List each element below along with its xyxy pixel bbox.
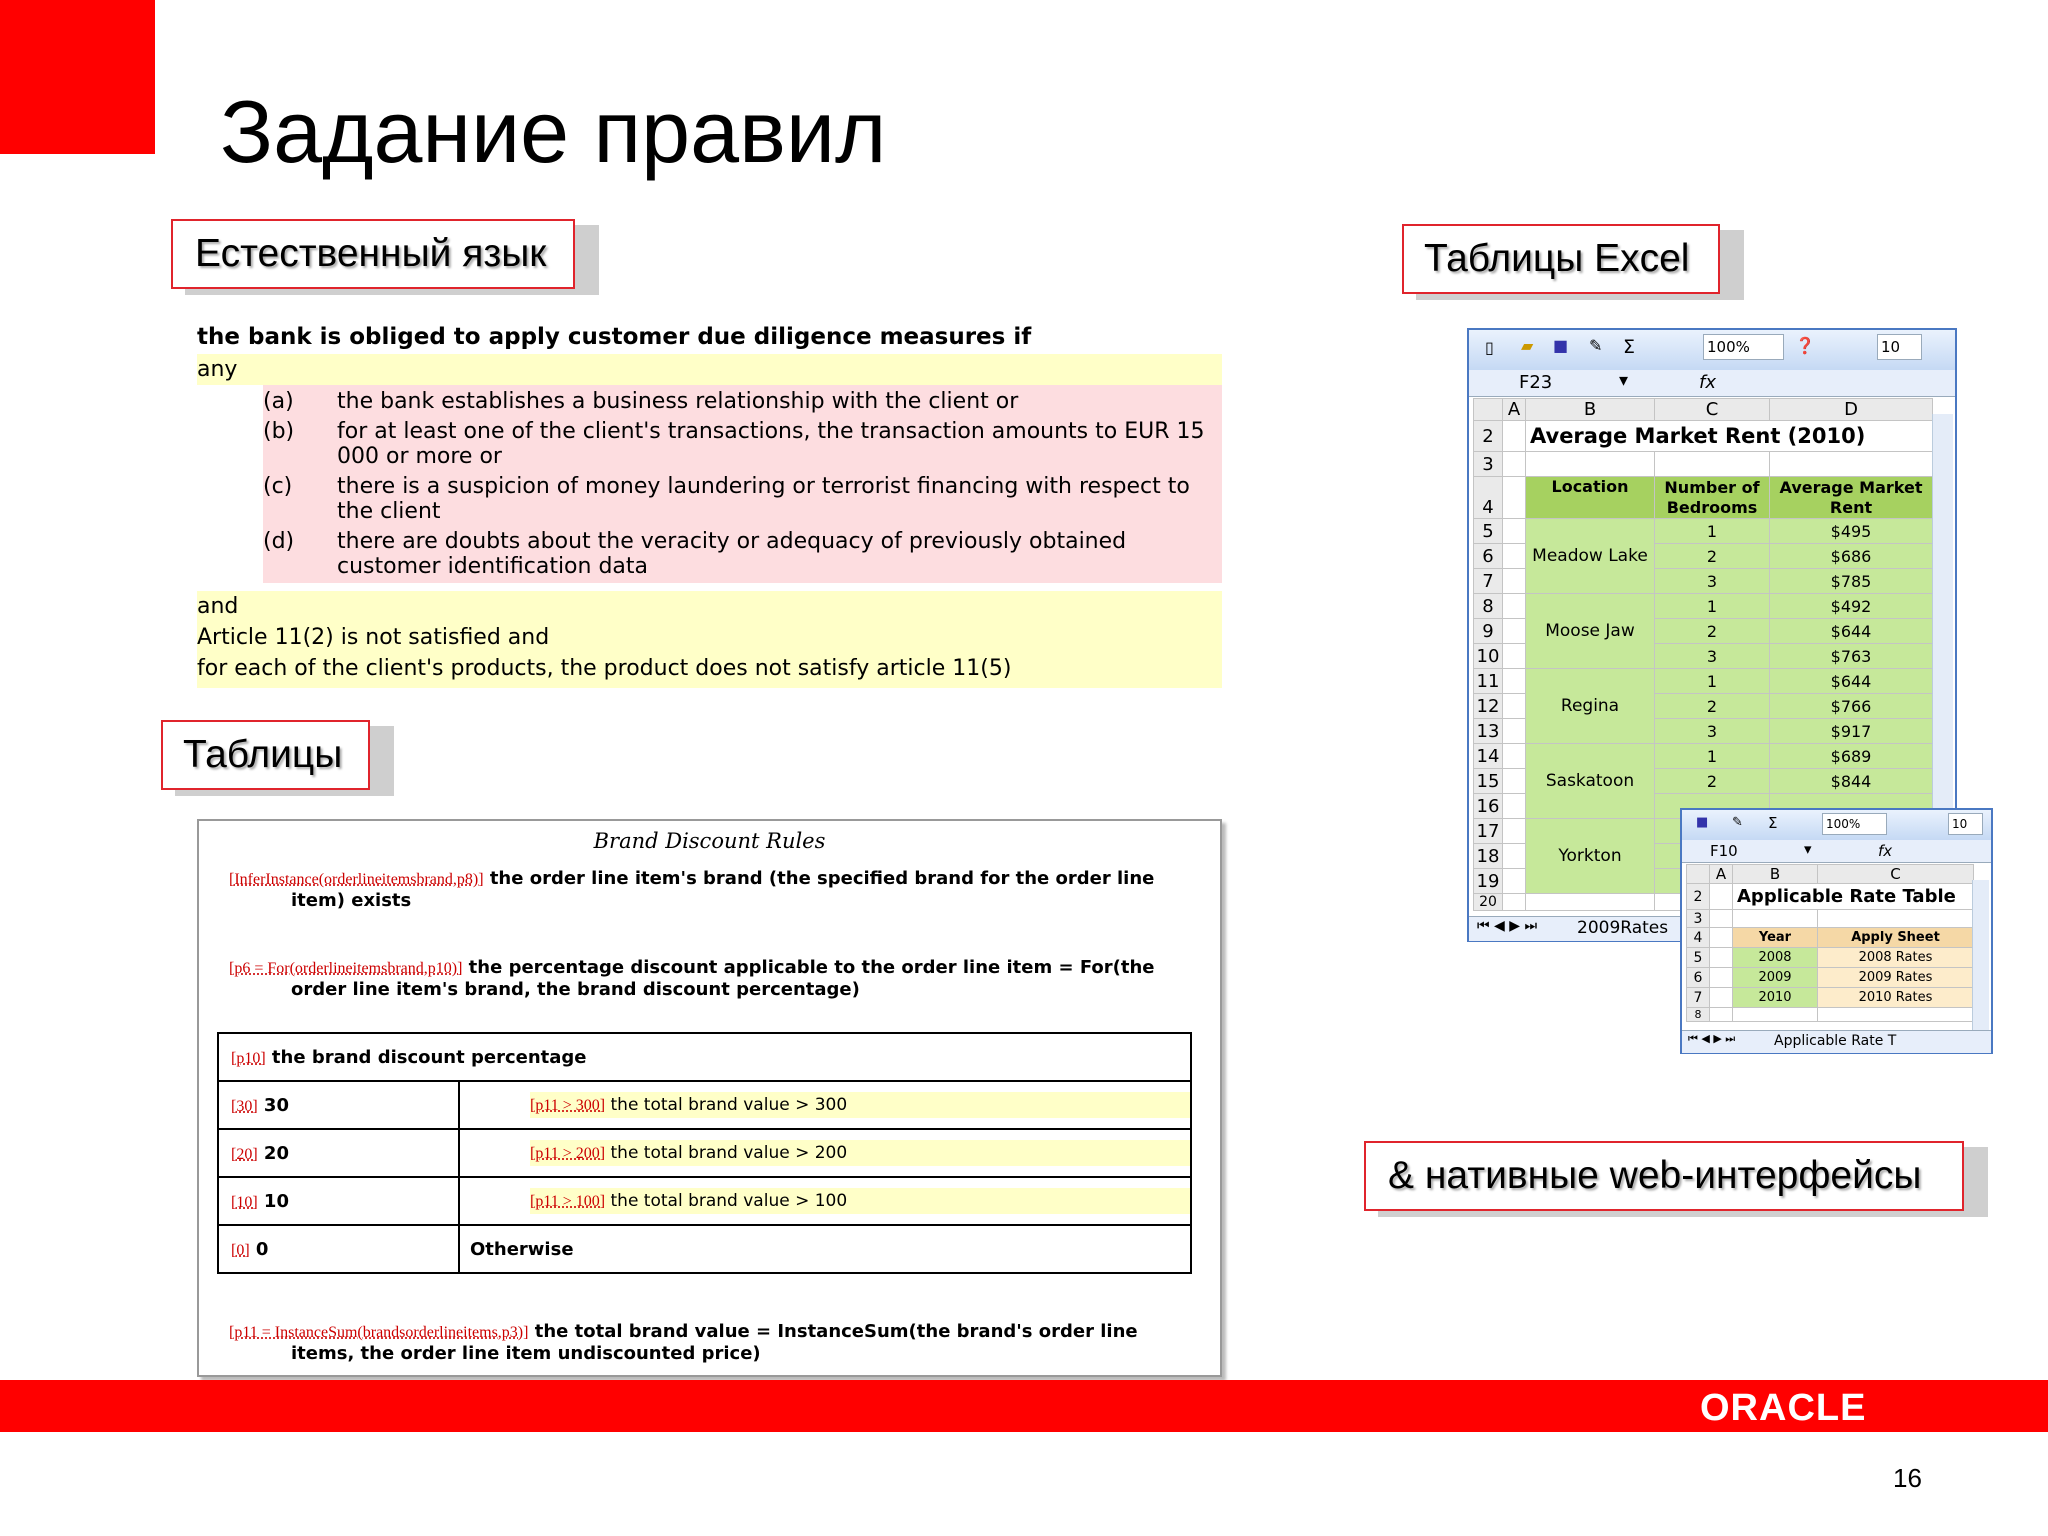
rule-intro: the bank is obliged to apply customer due diligence measures if bbox=[197, 324, 1032, 350]
excel-window-rate-table bbox=[1680, 808, 1993, 1054]
zoom-dropdown[interactable]: 100% bbox=[1822, 813, 1887, 835]
natural-language-rule bbox=[197, 320, 1222, 688]
table-row: 9 2 $644 bbox=[1474, 619, 1933, 644]
brand-rules-title: Brand Discount Rules bbox=[593, 829, 826, 853]
table-row: 17 Yorkton bbox=[1474, 819, 1933, 844]
table-row: 10 3 $763 bbox=[1474, 644, 1933, 669]
new-file-icon[interactable]: ▯ bbox=[1485, 338, 1494, 357]
excel-toolbar bbox=[1682, 810, 1991, 841]
rule-conditions bbox=[263, 385, 1222, 583]
table-row: 18 bbox=[1474, 844, 1933, 869]
table-row: 13 3 $917 bbox=[1474, 719, 1933, 744]
name-box-arrow-icon[interactable]: ▾ bbox=[1619, 370, 1629, 391]
excel-toolbar bbox=[1469, 330, 1955, 371]
rule-total-brand-value: [p11 = InstanceSum(brandsorderlineitems,p3)] the total brand value = InstanceSum(the brand's order line items, the order line item undiscounted price) bbox=[229, 1321, 1138, 1364]
label-excel-tables: Таблицы Excel bbox=[1402, 224, 1744, 300]
sheet-nav-icon[interactable]: ⏮ ◀ ▶ ⏭ bbox=[1688, 1032, 1736, 1045]
brand-discount-rules-document bbox=[197, 819, 1222, 1377]
slide-title: Задание правил bbox=[220, 82, 887, 181]
formula-bar bbox=[1469, 370, 1955, 397]
save-icon[interactable]: ■ bbox=[1553, 336, 1569, 355]
discount-table-header: [p10] the brand discount percentage bbox=[218, 1033, 1191, 1081]
page-number: 16 bbox=[1893, 1463, 1922, 1493]
sheet-tab-applicable-rate[interactable]: Applicable Rate T bbox=[1774, 1033, 1897, 1049]
label-web-interfaces: & нативные web-интерфейсы bbox=[1364, 1141, 1988, 1217]
table-row: 19 bbox=[1474, 869, 1933, 894]
rule-products: for each of the client's products, the product does not satisfy article 11(5) bbox=[197, 656, 1012, 681]
table-row: 15 2 $844 bbox=[1474, 769, 1933, 794]
table-row: [10] 10 [p11 > 100] the total brand value > 100 bbox=[218, 1177, 1191, 1225]
table-row: 5 Meadow Lake 1 $495 bbox=[1474, 519, 1933, 544]
save-icon[interactable]: ■ bbox=[1696, 815, 1709, 830]
formula-bar bbox=[1682, 840, 1991, 863]
svg-text:ORACLE: ORACLE bbox=[1700, 1389, 1867, 1425]
table-row: 5 2008 2008 Rates bbox=[1687, 948, 1974, 968]
name-box-arrow-icon[interactable]: ▾ bbox=[1804, 840, 1812, 858]
rule-infer-instance: [InferInstance(orderlineitemsbrand,p8)] the order line item's brand (the specified brand for the order line item) exists bbox=[229, 868, 1155, 911]
sheet-tabs bbox=[1682, 1030, 1991, 1053]
sheet-title: Applicable Rate Table bbox=[1733, 884, 1974, 910]
rule-any: any bbox=[197, 354, 1222, 385]
rule-article: Article 11(2) is not satisfied and bbox=[197, 625, 550, 650]
red-corner-block bbox=[0, 0, 155, 154]
table-row: 8 Moose Jaw 1 $492 bbox=[1474, 594, 1933, 619]
rent-grid: A B C D 2 Average Market Rent (2010) 3 4 Location Number of Bedrooms Average Market Rent 5 Meadow Lake 1 $495 6 2 $686 7 3 $785 8 Moose Jaw 1 $492 9 2 $644 10 3 $763 11 Regina 1 $644 12 2 $766 13 3 $917 14 Saskatoon 1 $689 15 2 $844 16 17 Yorkton 18 19 20 bbox=[1473, 398, 1933, 911]
fx-icon[interactable]: fx bbox=[1699, 372, 1716, 393]
table-row: [20] 20 [p11 > 200] the total brand value > 200 bbox=[218, 1129, 1191, 1177]
table-row: 6 2009 2009 Rates bbox=[1687, 968, 1974, 988]
rule-and: and bbox=[197, 594, 239, 619]
table-row: 7 2010 2010 Rates bbox=[1687, 988, 1974, 1008]
vertical-scrollbar[interactable] bbox=[1972, 880, 1989, 1032]
sheet-title: Average Market Rent (2010) bbox=[1526, 421, 1933, 452]
table-row: 6 2 $686 bbox=[1474, 544, 1933, 569]
name-box[interactable]: F23 bbox=[1519, 372, 1553, 393]
table-row: 12 2 $766 bbox=[1474, 694, 1933, 719]
rule-tail bbox=[197, 591, 1222, 688]
condition-item: (c) there is a suspicion of money laundering or terrorist financing with respect to the client bbox=[263, 474, 1190, 524]
fx-icon[interactable]: fx bbox=[1878, 842, 1893, 860]
help-icon[interactable]: ❓ bbox=[1795, 336, 1815, 355]
format-painter-icon[interactable]: ✎ bbox=[1589, 336, 1603, 355]
discount-table bbox=[217, 1032, 1192, 1274]
condition-item: (b) for at least one of the client's transactions, the transaction amounts to EUR 15 000 or more or bbox=[263, 419, 1205, 469]
font-size-dropdown[interactable]: 10 bbox=[1948, 813, 1983, 835]
label-natural-language: Естественный язык bbox=[171, 219, 599, 295]
label-tables: Таблицы bbox=[161, 720, 394, 796]
rule-percentage-discount: [p6 = For(orderlineitemsbrand,p10)] the percentage discount applicable to the order line item = For(the order line item's brand, the brand discount percentage) bbox=[229, 957, 1155, 1000]
condition-item: (d) there are doubts about the veracity or adequacy of previously obtained customer identification data bbox=[263, 529, 1127, 579]
font-size-dropdown[interactable]: 10 bbox=[1877, 334, 1922, 360]
condition-item: (a) the bank establishes a business relationship with the client or bbox=[263, 389, 1019, 414]
rate-grid: A B C 2 Applicable Rate Table 3 4 Year Apply Sheet 5 2008 2008 Rates 6 2009 2009 Rates 7 2010 2010 Rates 8 bbox=[1686, 864, 1974, 1022]
autosum-icon[interactable]: Σ bbox=[1623, 336, 1636, 358]
table-row: [30] 30 [p11 > 300] the total brand value > 300 bbox=[218, 1081, 1191, 1129]
oracle-logo bbox=[1700, 1389, 1920, 1425]
open-folder-icon[interactable]: ▰ bbox=[1521, 336, 1534, 355]
sheet-tab-2009rates[interactable]: 2009Rates bbox=[1577, 918, 1669, 938]
table-row: 7 3 $785 bbox=[1474, 569, 1933, 594]
table-row: 14 Saskatoon 1 $689 bbox=[1474, 744, 1933, 769]
table-row: 11 Regina 1 $644 bbox=[1474, 669, 1933, 694]
format-painter-icon[interactable]: ✎ bbox=[1732, 815, 1743, 830]
name-box[interactable]: F10 bbox=[1710, 842, 1738, 860]
table-row: [0] 0 Otherwise bbox=[218, 1225, 1191, 1273]
sheet-nav-icon[interactable]: ⏮ ◀ ▶ ⏭ bbox=[1477, 918, 1538, 934]
autosum-icon[interactable]: Σ bbox=[1768, 814, 1778, 832]
zoom-dropdown[interactable]: 100% bbox=[1703, 334, 1784, 360]
table-row: 16 bbox=[1474, 794, 1933, 819]
